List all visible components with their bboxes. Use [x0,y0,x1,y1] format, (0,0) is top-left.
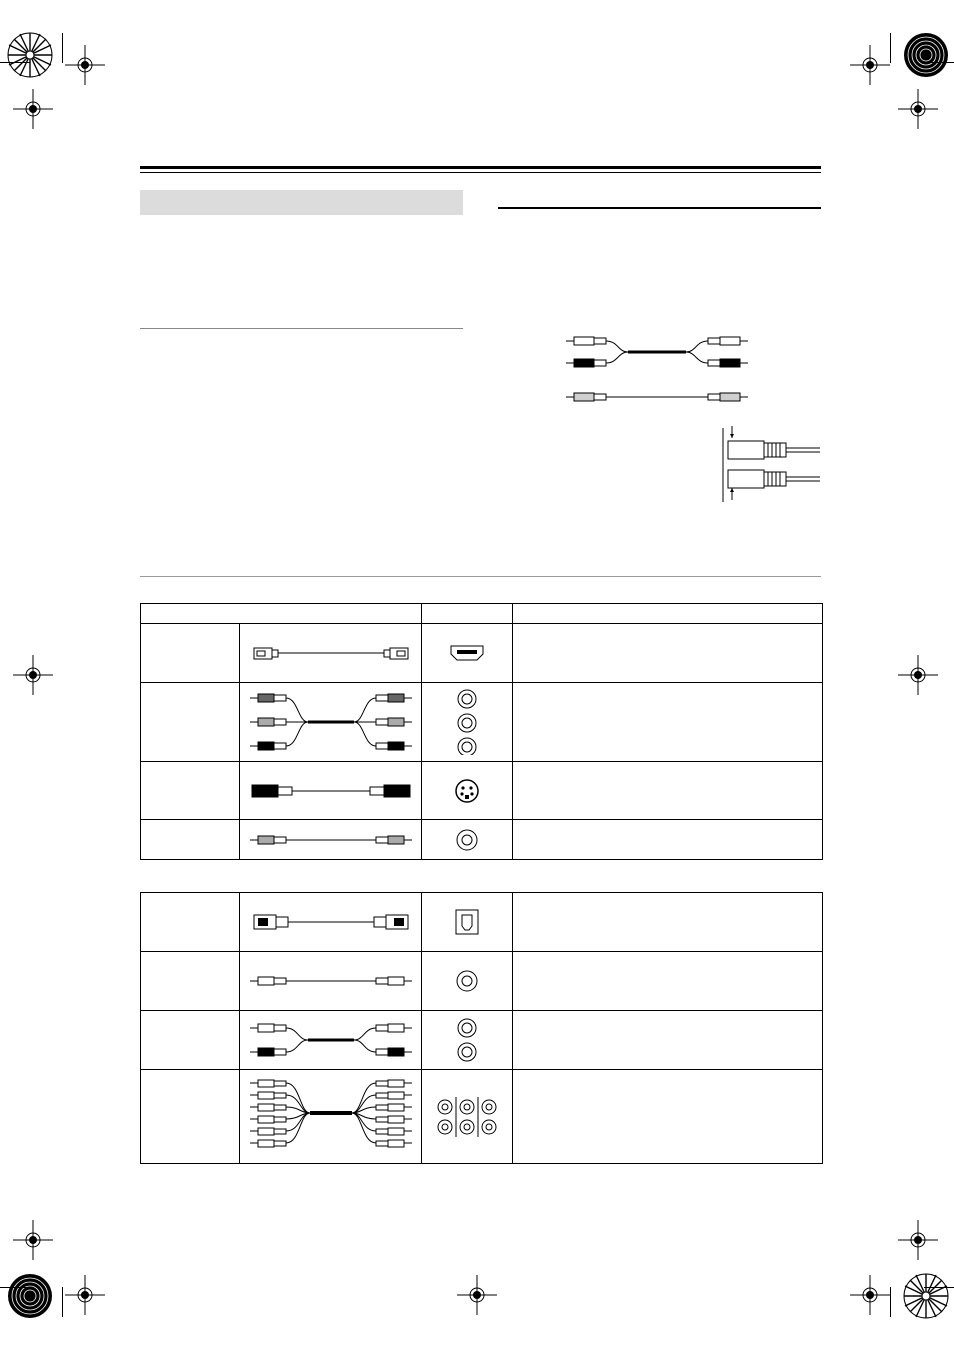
section-heading-band [140,190,463,215]
analog-stereo-cable-icon [246,1019,416,1061]
registration-disc-bottom-right [896,1266,954,1326]
row-label [141,624,240,683]
header-description [513,604,823,624]
table-row [141,683,823,762]
section-rule-full [140,576,821,577]
audio-connection-table [140,892,823,1164]
s-video-cable-icon [246,781,416,801]
crosshair-target-icon [898,1220,938,1260]
header-rule-thick [140,166,821,169]
row-label [141,893,240,952]
component-video-cable-icon [246,689,416,755]
video-connection-table [140,603,823,860]
composite-jack-icon [455,828,479,852]
coaxial-jack-icon [455,969,479,993]
registration-disc-bottom-left [0,1266,60,1326]
multichannel-jacks-icon [435,1095,499,1139]
row-description [513,820,823,860]
row-label [141,683,240,762]
crosshair-target-icon [13,655,53,695]
registration-disc-top-left [0,25,60,85]
row-label [141,1070,240,1164]
component-jacks-icon [455,689,479,755]
registration-disc-top-right [896,25,954,85]
optical-jack-icon [454,908,480,936]
row-description [513,624,823,683]
row-description [513,1011,823,1070]
crosshair-target-icon [65,1275,105,1315]
plug-insertion-illustration [718,424,822,506]
optical-cable-icon [246,909,416,935]
row-description [513,1070,823,1164]
crosshair-target-icon [13,1220,53,1260]
row-description [513,952,823,1011]
row-label [141,762,240,820]
hdmi-jack-icon [449,642,485,664]
crosshair-target-icon [898,89,938,129]
table-row [141,820,823,860]
table-row [141,762,823,820]
crosshair-target-icon [457,1275,497,1315]
row-description [513,762,823,820]
crosshair-target-icon [65,45,105,85]
crosshair-target-icon [850,1275,890,1315]
row-label [141,1011,240,1070]
row-label [141,952,240,1011]
table-header-row [141,604,823,624]
table-row [141,624,823,683]
header-jack [422,604,513,624]
row-description [513,683,823,762]
hdmi-cable-icon [246,643,416,663]
analog-jacks-icon [455,1017,479,1063]
coaxial-cable-icon [246,971,416,991]
header-rule-thin [140,172,821,173]
table-row [141,1070,823,1164]
subsection-rule-left [140,328,463,329]
multichannel-cable-icon [246,1077,416,1157]
composite-video-cable-icon [246,830,416,850]
s-video-jack-icon [454,778,480,804]
rca-cable-illustration [560,330,755,410]
row-label [141,820,240,860]
header-cable [141,604,422,624]
row-description [513,893,823,952]
table-row [141,952,823,1011]
table-row [141,1011,823,1070]
subsection-rule-right [498,207,821,209]
crosshair-target-icon [850,45,890,85]
table-row [141,893,823,952]
crosshair-target-icon [13,89,53,129]
crosshair-target-icon [898,655,938,695]
